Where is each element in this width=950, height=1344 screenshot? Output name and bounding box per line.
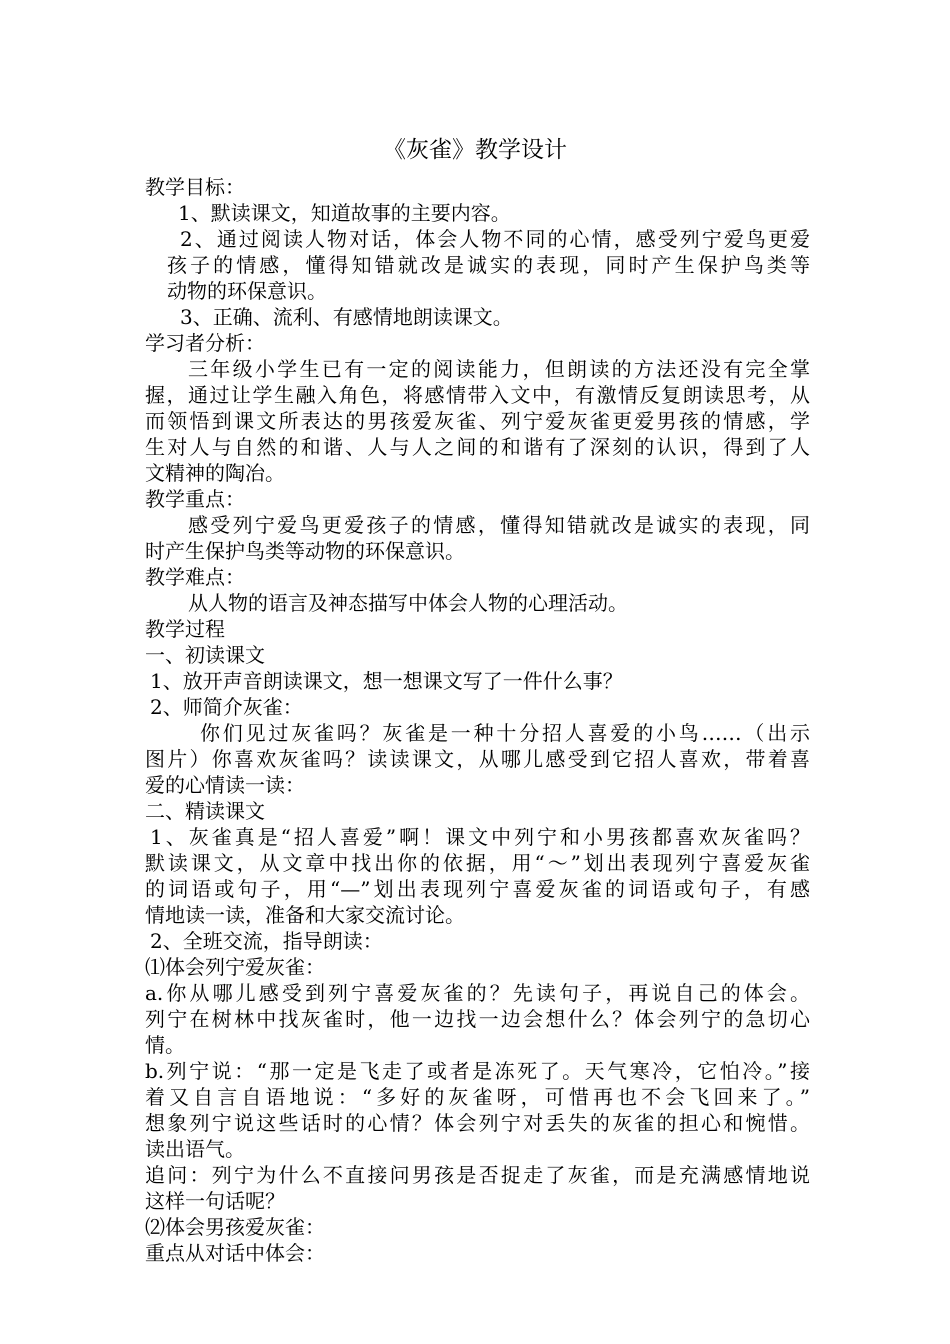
- list-item: 2、全班交流，指导朗读：: [150, 929, 383, 953]
- paragraph-line: 重点从对话中体会：: [145, 1241, 325, 1265]
- paragraph-line: 图片）你喜欢灰雀吗？读读课文，从哪儿感受到它招人喜欢，带着喜: [145, 747, 810, 771]
- paragraph-line: b.列宁说：“那一定是飞走了或者是冻死了。天气寒冷，它怕冷。”接: [145, 1059, 810, 1083]
- heading-key-points: 教学重点：: [145, 487, 245, 511]
- paragraph-line: 三年级小学生已有一定的阅读能力，但朗读的方法还没有完全掌: [188, 357, 810, 381]
- paragraph-line: 情地读一读，准备和大家交流讨论。: [145, 903, 465, 927]
- page-title: 《灰雀》教学设计: [383, 137, 567, 163]
- sub-heading: ⑵体会男孩爱灰雀：: [145, 1215, 325, 1239]
- paragraph-line: 握，通过让学生融入角色，将感情带入文中，有激情反复朗读思考，从: [145, 383, 810, 407]
- goal-item-2-cont: 动物的环保意识。: [167, 279, 327, 303]
- paragraph-line: a.你从哪儿感受到列宁喜爱灰雀的？先读句子，再说自己的体会。: [145, 981, 810, 1005]
- paragraph-line: 从人物的语言及神态描写中体会人物的心理活动。: [188, 591, 628, 615]
- paragraph-line: 列宁在树林中找灰雀时，他一边找一边会想什么？体会列宁的急切心: [145, 1007, 810, 1031]
- paragraph-line: 的词语或句子，用“—”划出表现列宁喜爱灰雀的词语或句子，有感: [145, 877, 810, 901]
- goal-item-2-cont: 孩子的情感，懂得知错就改是诚实的表现，同时产生保护鸟类等: [167, 253, 810, 277]
- goal-item-3: 3、正确、流利、有感情地朗读课文。: [180, 305, 513, 329]
- paragraph-line: 生对人与自然的和谐、人与人之间的和谐有了深刻的认识，得到了人: [145, 435, 810, 459]
- paragraph-line: 想象列宁说这些话时的心情？体会列宁对丢失的灰雀的担心和惋惜。: [145, 1111, 810, 1135]
- paragraph-line: 着又自言自语地说：“多好的灰雀呀，可惜再也不会飞回来了。”: [145, 1085, 810, 1109]
- list-item: 2、师简介灰雀：: [150, 695, 303, 719]
- paragraph-line: 追问：列宁为什么不直接问男孩是否捉走了灰雀，而是充满感情地说: [145, 1163, 810, 1187]
- paragraph-line: 而领悟到课文所表达的男孩爱灰雀、列宁爱灰雀更爱男孩的情感，学: [145, 409, 810, 433]
- heading-teaching-goals: 教学目标：: [145, 175, 245, 199]
- heading-learner-analysis: 学习者分析：: [145, 331, 265, 355]
- sub-heading: ⑴体会列宁爱灰雀：: [145, 955, 325, 979]
- list-item: 1、灰雀真是“招人喜爱”啊！课文中列宁和小男孩都喜欢灰雀吗？: [150, 825, 810, 849]
- paragraph-line: 你们见过灰雀吗？灰雀是一种十分招人喜爱的小鸟……（出示: [200, 721, 810, 745]
- paragraph-line: 这样一句话呢？: [145, 1189, 285, 1213]
- paragraph-line: 时产生保护鸟类等动物的环保意识。: [145, 539, 465, 563]
- section-heading-2: 二、精读课文: [145, 799, 265, 823]
- paragraph-line: 默读课文，从文章中找出你的依据，用“～”划出表现列宁喜爱灰雀: [145, 851, 810, 875]
- paragraph-line: 爱的心情读一读：: [145, 773, 305, 797]
- paragraph-line: 文精神的陶冶。: [145, 461, 285, 485]
- paragraph-line: 读出语气。: [145, 1137, 245, 1161]
- paragraph-line: 感受列宁爱鸟更爱孩子的情感，懂得知错就改是诚实的表现，同: [188, 513, 810, 537]
- paragraph-line: 情。: [145, 1033, 185, 1057]
- list-item: 1、放开声音朗读课文，想一想课文写了一件什么事？: [150, 669, 623, 693]
- goal-item-1: 1、默读课文，知道故事的主要内容。: [178, 201, 511, 225]
- heading-teaching-process: 教学过程: [145, 617, 225, 641]
- section-heading-1: 一、初读课文: [145, 643, 265, 667]
- goal-item-2: 2、通过阅读人物对话，体会人物不同的心情，感受列宁爱鸟更爱: [180, 227, 810, 251]
- heading-difficulties: 教学难点：: [145, 565, 245, 589]
